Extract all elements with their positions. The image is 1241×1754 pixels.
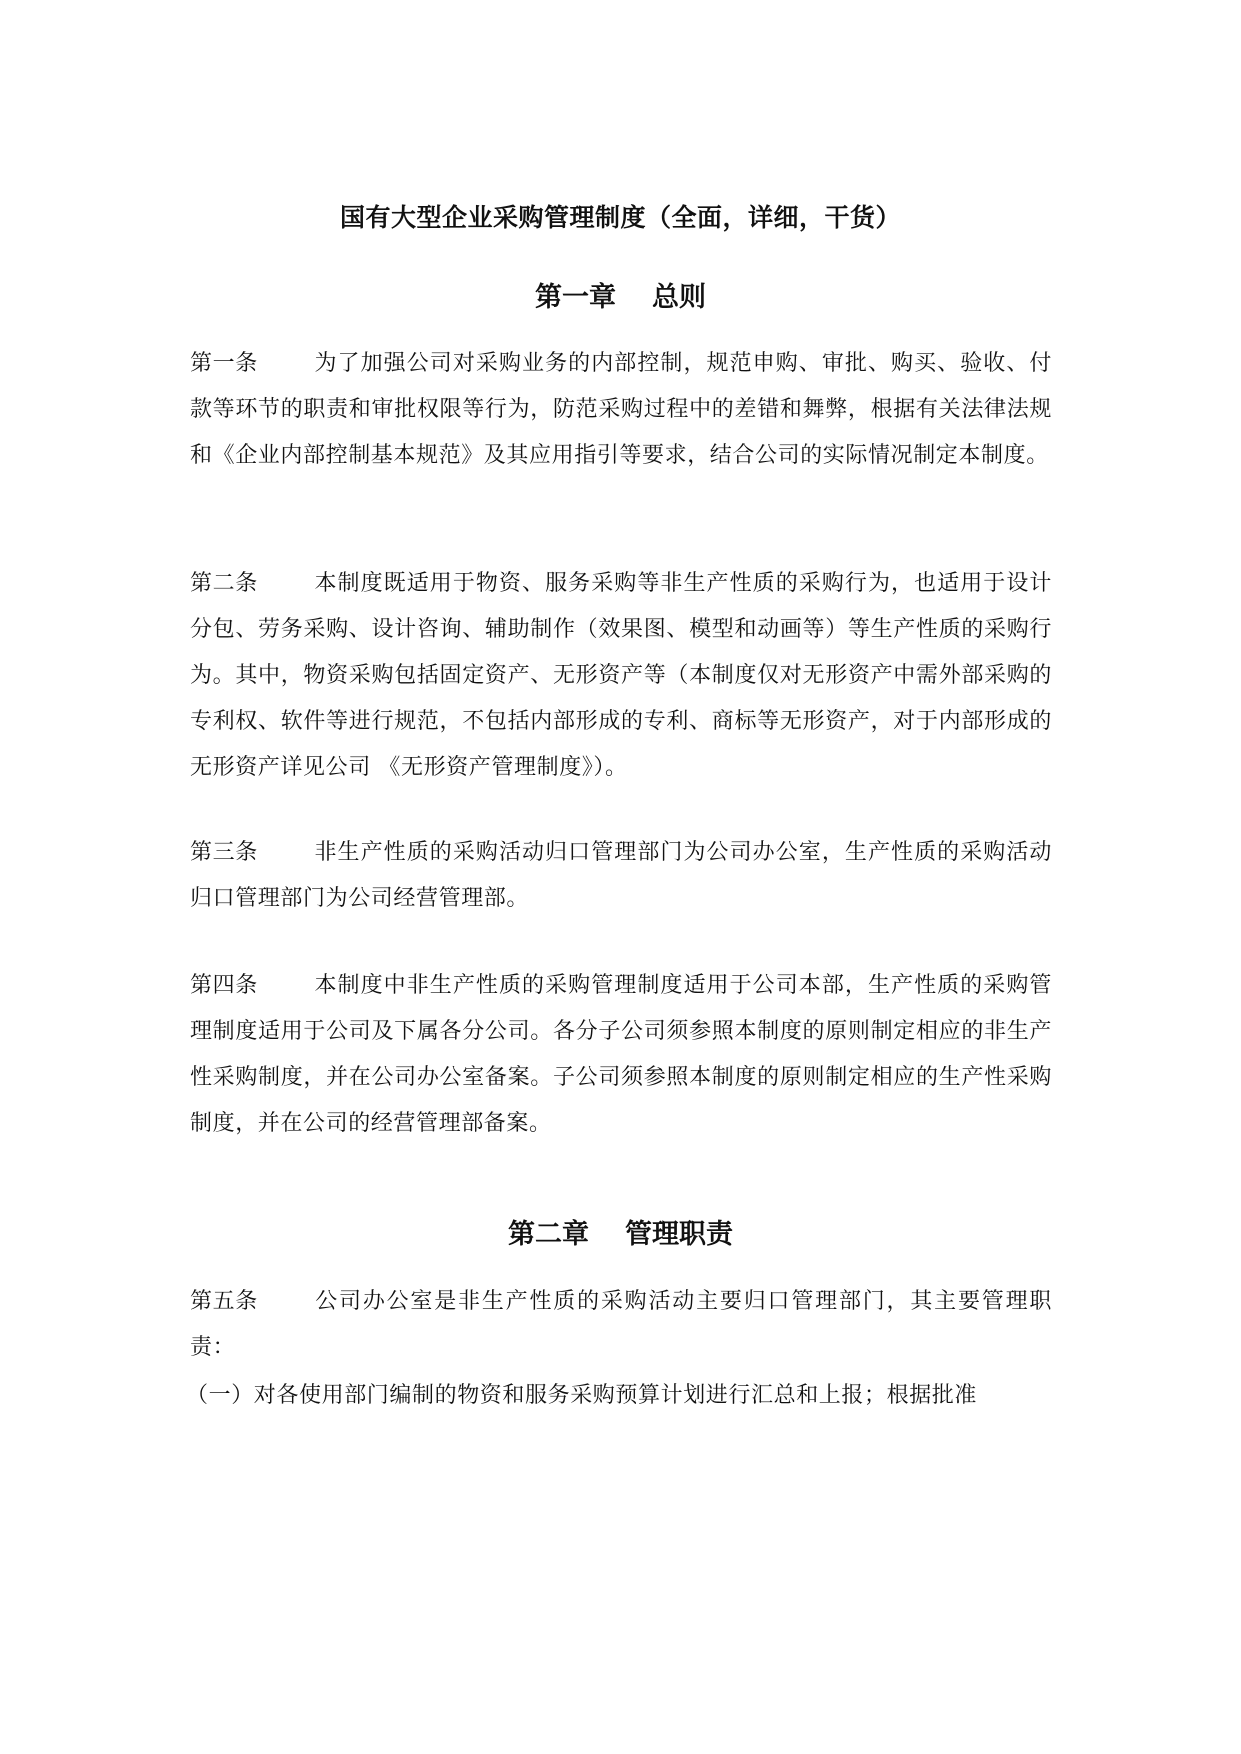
- chapter-number: 第二章: [508, 1219, 589, 1250]
- article-4: [190, 963, 1052, 1147]
- article-label: 第一条: [190, 351, 258, 376]
- chapter-title-1: [0, 278, 1241, 318]
- article-text: 为了加强公司对采购业务的内部控制，规范申购、审批、购买、验收、付款等环节的职责和审批权限等行为，防范采购过程中的差错和舞弊，根据有关法律法规和《企业内部控制基本规范》及其应用指引等要求，结合公司的实际情况制定本制度。: [190, 351, 1052, 468]
- clause-1: （一）对各使用部门编制的物资和服务采购预算计划进行汇总和上报；根据批准: [186, 1383, 978, 1408]
- article-text: 本制度既适用于物资、服务采购等非生产性质的采购行为，也适用于设计分包、劳务采购、设计咨询、辅助制作（效果图、模型和动画等）等生产性质的采购行为。其中，物资采购包括固定资产、无形资产等（本制度仅对无形资产中需外部采购的专利权、软件等进行规范，不包括内部形成的专利、商标等无形资产，对于内部形成的无形资产详见公司 《无形资产管理制度》）。: [190, 571, 1052, 780]
- chapter-name: 管理职责: [625, 1219, 733, 1250]
- article-1: [190, 341, 1052, 479]
- article-2: [190, 561, 1052, 791]
- article-label: 第二条: [190, 571, 258, 596]
- article-label: 第四条: [190, 973, 258, 998]
- article-5: [190, 1279, 1052, 1371]
- article-label: 第五条: [190, 1289, 258, 1314]
- document-title: 国有大型企业采购管理制度（全面，详细，干货）: [339, 203, 901, 232]
- article-label: 第三条: [190, 840, 258, 865]
- article-text: 本制度中非生产性质的采购管理制度适用于公司本部，生产性质的采购管理制度适用于公司及下属各分公司。各分子公司须参照本制度的原则制定相应的非生产性采购制度，并在公司办公室备案。子公司须参照本制度的原则制定相应的生产性采购制度，并在公司的经营管理部备案。: [190, 973, 1052, 1136]
- chapter-number: 第一章: [535, 282, 616, 313]
- article-3: [190, 830, 1052, 922]
- article-text: 公司办公室是非生产性质的采购活动主要归口管理部门，其主要管理职责：: [190, 1289, 1052, 1360]
- chapter-name: 总则: [652, 282, 706, 313]
- article-text: 非生产性质的采购活动归口管理部门为公司办公室，生产性质的采购活动归口管理部门为公司经营管理部。: [190, 840, 1052, 911]
- chapter-title-2: [0, 1215, 1241, 1255]
